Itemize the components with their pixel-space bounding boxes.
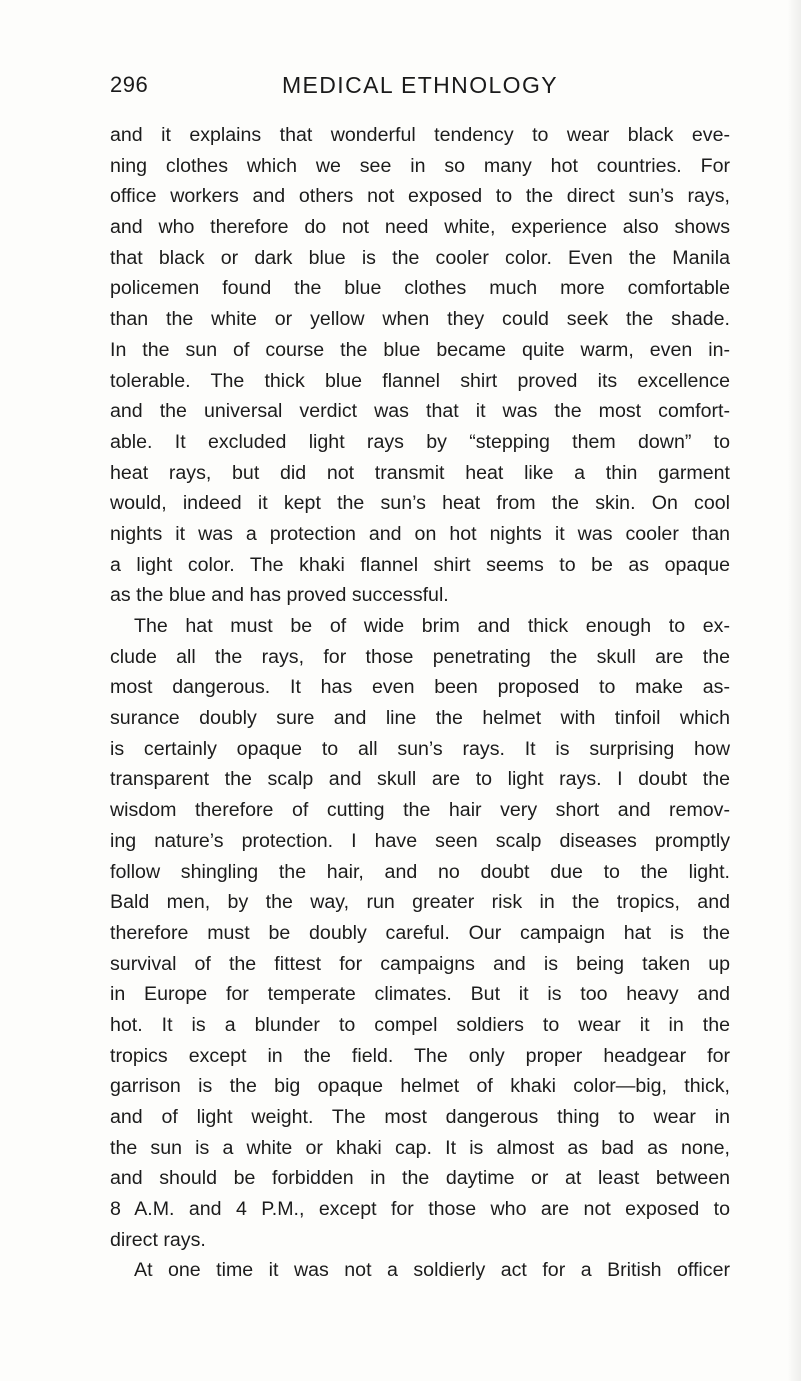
text-line: in Europe for temperate climates. But it is too heavy and [110,983,730,1006]
paragraph [110,120,730,611]
text-line: than the white or yellow when they could seek the shade. [110,308,730,331]
text-line: that black or dark blue is the cooler color. Even the Manila [110,246,730,269]
text-line: as the blue and has proved successful. [110,584,449,607]
page-edge-shadow [787,0,801,1381]
text-line: tropics except in the field. The only proper headgear for [110,1044,730,1067]
text-line: would, indeed it kept the sun’s heat from the skin. On cool [110,492,730,515]
text-line: a light color. The khaki flannel shirt seems to be as opaque [110,553,730,576]
text-line: survival of the fittest for campaigns and is being taken up [110,952,730,975]
text-line: ning clothes which we see in so many hot countries. For [110,154,730,177]
text-line: and of light weight. The most dangerous thing to wear in [110,1106,730,1128]
text-line: direct rays. [110,1228,206,1251]
text-line: In the sun of course the blue became quite warm, even in- [110,338,730,361]
text-line: is certainly opaque to all sun’s rays. It is surprising how [110,737,730,760]
text-line: and it explains that wonderful tendency to wear black eve- [110,124,730,146]
text-line: follow shingling the hair, and no doubt due to the light. [110,860,730,883]
text-line: and the universal verdict was that it was the most comfort- [110,400,730,423]
text-line: policemen found the blue clothes much more comfortable [110,277,730,300]
text-line: office workers and others not exposed to the direct sun’s rays, [110,185,730,208]
text-line: ing nature’s protection. I have seen scalp diseases promptly [110,829,730,852]
text-line: 8 A.M. and 4 P.M., except for those who are not exposed to [110,1198,730,1221]
page-header [110,72,730,112]
text-line: wisdom therefore of cutting the hair very short and remov- [110,799,730,822]
text-line: garrison is the big opaque helmet of khaki color—big, thick, [110,1075,730,1098]
text-line: tolerable. The thick blue flannel shirt proved its excellence [110,369,730,392]
body-text [110,120,730,1286]
text-line: clude all the rays, for those penetrating the skull are the [110,645,730,668]
text-line: nights it was a protection and on hot nights it was cooler than [110,522,730,545]
paragraph [110,1255,730,1286]
paragraph [110,611,730,1255]
text-line: transparent the scalp and skull are to light rays. I doubt the [110,768,730,791]
text-line: the sun is a white or khaki cap. It is almost as bad as none, [110,1136,730,1159]
text-line: Bald men, by the way, run greater risk in the tropics, and [110,891,730,914]
text-line: able. It excluded light rays by “stepping them down” to [110,430,730,453]
text-line: At one time it was not a soldierly act for a British officer [134,1259,730,1282]
page-number: 296 [110,72,149,97]
text-line: heat rays, but did not transmit heat like a thin garment [110,461,730,484]
text-line: and who therefore do not need white, experience also shows [110,216,730,239]
text-line: and should be forbidden in the daytime or at least between [110,1167,730,1190]
text-line: The hat must be of wide brim and thick enough to ex- [134,615,730,637]
text-line: therefore must be doubly careful. Our campaign hat is the [110,921,730,944]
running-head: MEDICAL ETHNOLOGY [282,72,558,98]
text-line: hot. It is a blunder to compel soldiers to wear it in the [110,1013,730,1036]
text-line: most dangerous. It has even been proposed to make as- [110,676,730,699]
text-line: surance doubly sure and line the helmet with tinfoil which [110,707,730,730]
